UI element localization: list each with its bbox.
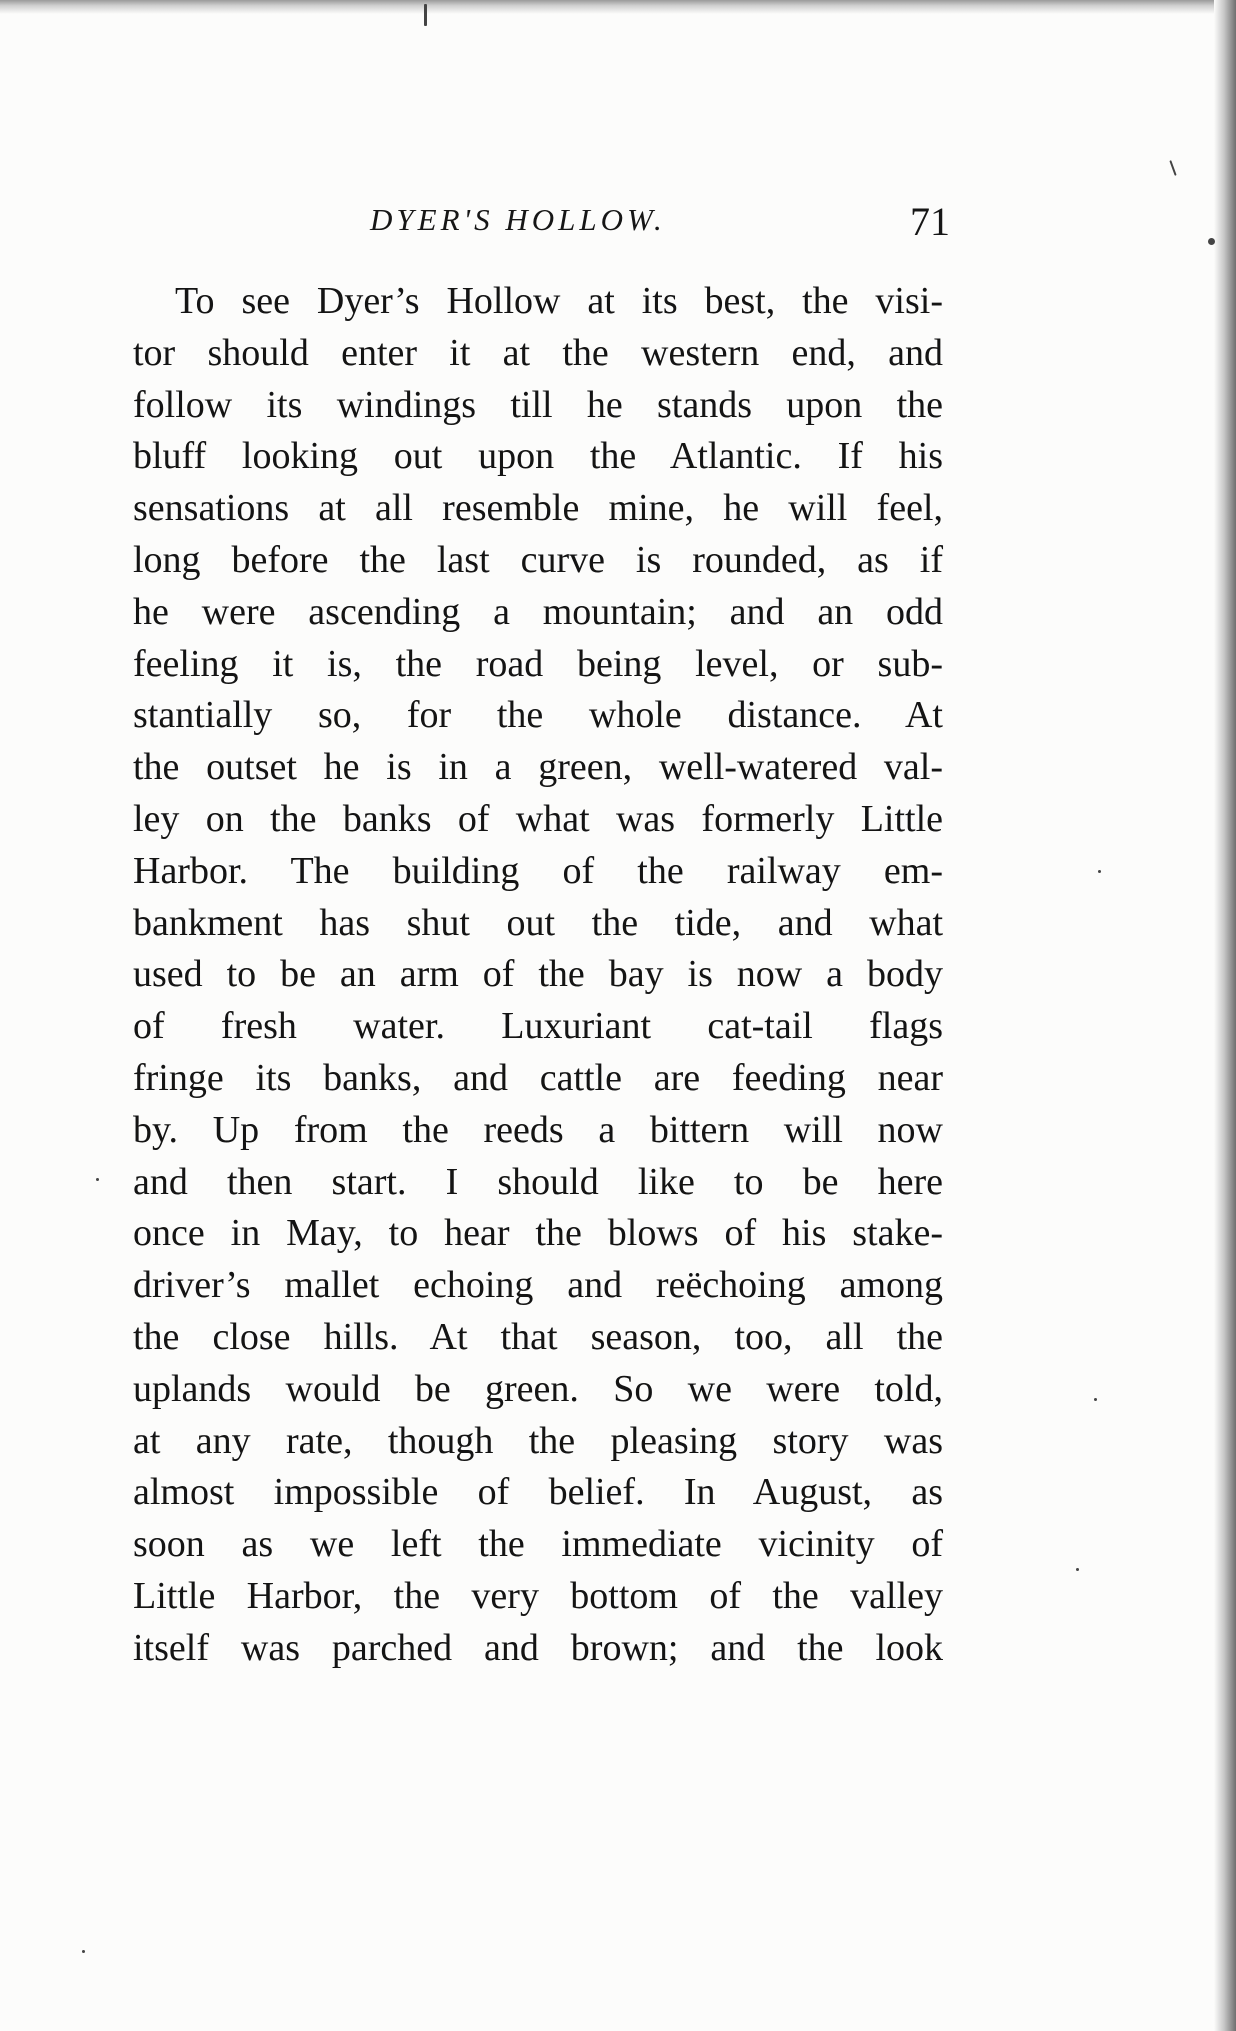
text-line: soon as we left the immediate vicinity of [133, 1523, 943, 1566]
text-line: by. Up from the reeds a bittern will now [133, 1108, 943, 1151]
text-line: the outset he is in a green, well-watered val- [133, 746, 943, 789]
text-line: fringe its banks, and cattle are feeding near [133, 1056, 943, 1099]
scan-speck [1076, 1568, 1079, 1571]
text-line: uplands would be green. So we were told, [133, 1367, 943, 1410]
text-line: Little Harbor, the very bottom of the valley [133, 1574, 943, 1617]
scan-top-edge [0, 0, 1236, 14]
text-line: ley on the banks of what was formerly Little [133, 797, 943, 840]
text-line: driver’s mallet echoing and reëchoing among [133, 1264, 943, 1307]
text-line: once in May, to hear the blows of his stake- [133, 1212, 943, 1255]
text-line: Harbor. The building of the railway em- [133, 849, 943, 892]
text-line: almost impossible of belief. In August, as [133, 1471, 943, 1514]
text-line: stantially so, for the whole distance. At [133, 694, 943, 737]
text-line: To see Dyer’s Hollow at its best, the visi- [175, 280, 943, 322]
scan-speck [1208, 238, 1215, 245]
text-line: he were ascending a mountain; and an odd [133, 590, 943, 633]
text-line: itself was parched and brown; and the look [133, 1626, 943, 1669]
text-line: tor should enter it at the western end, and [133, 331, 943, 374]
text-line: feeling it is, the road being level, or sub- [133, 642, 943, 685]
scan-speck [82, 1950, 85, 1953]
text-line: sensations at all resemble mine, he will feel, [133, 487, 943, 530]
body-text [133, 276, 943, 1675]
text-line: follow its windings till he stands upon the [133, 383, 943, 426]
scan-speck [1169, 160, 1176, 176]
running-head [370, 198, 950, 258]
text-line: at any rate, though the pleasing story was [133, 1419, 943, 1462]
text-line: used to be an arm of the bay is now a body [133, 953, 943, 996]
text-line: long before the last curve is rounded, as if [133, 538, 943, 581]
text-line: bluff looking out upon the Atlantic. If his [133, 435, 943, 478]
running-title: DYER'S HOLLOW. [370, 202, 666, 237]
text-line: the close hills. At that season, too, all the [133, 1315, 943, 1358]
page-number: 71 [910, 199, 950, 244]
text-line: of fresh water. Luxuriant cat-tail flags [133, 1005, 943, 1048]
scan-speck [96, 1178, 99, 1181]
scan-speck [424, 4, 427, 26]
scan-speck [1094, 1398, 1097, 1401]
scan-speck [1098, 870, 1101, 873]
scan-right-edge [1214, 0, 1236, 2031]
text-line: bankment has shut out the tide, and what [133, 901, 943, 944]
text-line: and then start. I should like to be here [133, 1160, 943, 1203]
